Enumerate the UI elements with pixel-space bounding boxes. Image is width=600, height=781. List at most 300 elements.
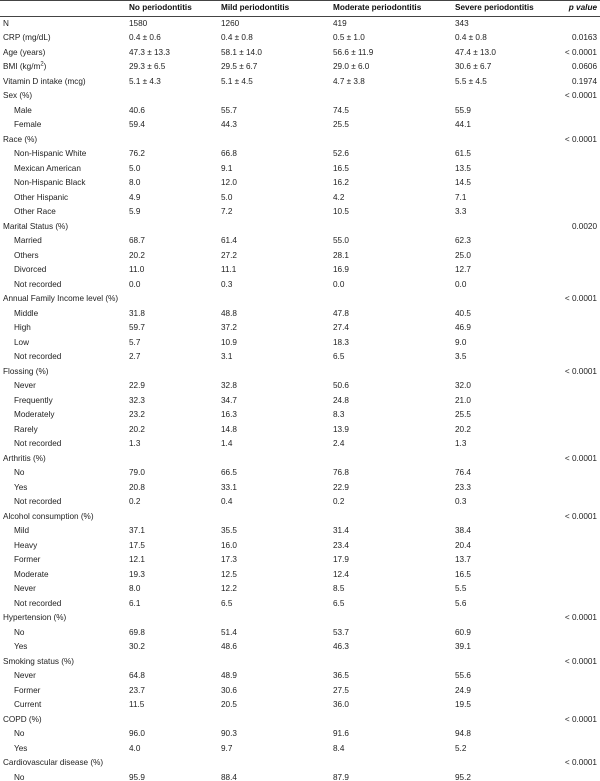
table-row	[0, 394, 600, 409]
cell-value: 44.1	[455, 120, 471, 129]
cell-value: 27.2	[221, 250, 237, 260]
table-row	[0, 771, 600, 781]
row-label	[0, 31, 126, 46]
row-sublabel	[0, 553, 126, 568]
cell-value	[452, 365, 556, 380]
cell-value: 28.1	[333, 250, 349, 260]
row-label-text: Smoking status (%)	[3, 656, 74, 666]
cell-p-value	[556, 727, 600, 742]
row-label	[0, 452, 126, 467]
table-row	[0, 727, 600, 742]
cell-value: 90.3	[221, 729, 237, 738]
cell-value: 0.3	[221, 279, 233, 289]
row-sublabel	[0, 437, 126, 452]
row-label-text: Not recorded	[14, 352, 62, 361]
table-row	[0, 597, 600, 612]
row-sublabel	[0, 481, 126, 496]
cell-value	[218, 510, 330, 525]
cell-value	[126, 292, 218, 307]
row-label	[0, 713, 126, 728]
table-row	[0, 582, 600, 597]
cell-value: 56.6 ± 11.9	[333, 47, 374, 57]
row-label-text: Never	[14, 671, 36, 680]
row-sublabel	[0, 336, 126, 351]
cell-p-value	[556, 118, 600, 133]
cell-value: 5.5 ± 4.5	[455, 76, 487, 86]
cell-value: 79.0	[129, 468, 145, 477]
cell-p-value	[556, 597, 600, 612]
cell-value: 55.0	[333, 236, 349, 245]
table-row	[0, 742, 600, 757]
row-label	[0, 611, 126, 626]
cell-p-value: < 0.0001	[564, 366, 597, 376]
cell-value	[330, 713, 452, 728]
row-label	[0, 756, 126, 771]
table-row	[0, 249, 600, 264]
table-row	[0, 495, 600, 510]
row-label-text: Male	[14, 105, 32, 115]
cell-value: 36.0	[333, 700, 349, 709]
table-row	[0, 365, 600, 380]
row-label-text: Yes	[14, 743, 28, 753]
cell-p-value	[556, 568, 600, 583]
cell-value: 22.9	[129, 381, 145, 390]
cell-value: 64.8	[129, 671, 145, 680]
row-label-text: Never	[14, 584, 36, 593]
cell-value	[218, 89, 330, 104]
cell-value	[330, 292, 452, 307]
cell-value: 1580	[129, 18, 148, 28]
cell-value: 10.5	[333, 207, 349, 216]
cell-value: 16.9	[333, 265, 349, 274]
cell-p-value	[556, 379, 600, 394]
cell-value	[452, 756, 556, 771]
cell-value	[452, 452, 556, 467]
row-label-text: BMI (kg/m	[3, 62, 41, 71]
cell-value: 0.4 ± 0.8	[455, 33, 487, 42]
cell-value: 20.4	[455, 540, 471, 550]
cell-value: 5.2	[455, 743, 467, 753]
cell-p-value	[556, 553, 600, 568]
table-row	[0, 307, 600, 322]
cell-value: 61.4	[221, 236, 237, 245]
cell-p-value	[556, 104, 600, 119]
cell-value: 47.3 ± 13.3	[129, 47, 170, 57]
row-sublabel	[0, 626, 126, 641]
cell-value: 7.1	[455, 192, 467, 202]
header-mild-periodontitis: Mild periodontitis	[218, 1, 330, 17]
cell-value: 12.5	[221, 569, 237, 579]
row-label-text: Flossing (%)	[3, 366, 49, 376]
cell-value: 8.0	[129, 178, 141, 187]
row-sublabel	[0, 321, 126, 336]
cell-value: 3.1	[221, 352, 233, 361]
cell-value: 11.5	[129, 700, 145, 709]
cell-p-value	[556, 626, 600, 641]
cell-p-value: 0.0020	[571, 221, 597, 231]
table-row	[0, 713, 600, 728]
table-row	[0, 89, 600, 104]
cell-value: 19.5	[455, 700, 471, 709]
cell-p-value	[556, 191, 600, 206]
cell-value: 23.3	[455, 482, 471, 492]
table-row	[0, 379, 600, 394]
row-label-text: No	[14, 729, 25, 738]
row-label-text: Annual Family Income level (%)	[3, 294, 119, 303]
cell-value	[330, 611, 452, 626]
cell-value: 343	[455, 18, 469, 28]
cell-value	[126, 756, 218, 771]
cell-value: 55.7	[221, 105, 237, 115]
cell-value: 27.5	[333, 685, 349, 695]
cell-value: 21.0	[455, 395, 471, 405]
cell-value: 17.5	[129, 540, 145, 550]
row-sublabel	[0, 278, 126, 293]
cell-value: 30.6 ± 6.7	[455, 62, 492, 71]
row-label-text: Arthritis (%)	[3, 453, 46, 463]
cell-value	[330, 89, 452, 104]
cell-value: 31.4	[333, 526, 349, 535]
row-label	[0, 510, 126, 525]
table-row	[0, 640, 600, 655]
cell-value	[126, 452, 218, 467]
cell-value: 4.2	[333, 192, 345, 202]
cell-value: 24.8	[333, 395, 349, 405]
table-row	[0, 292, 600, 307]
row-sublabel	[0, 597, 126, 612]
cell-value: 0.4	[221, 497, 233, 506]
cell-p-value: < 0.0001	[564, 47, 597, 57]
row-label-text: N	[3, 18, 9, 28]
cell-value: 66.8	[221, 149, 237, 158]
cell-p-value	[556, 684, 600, 699]
cell-value: 16.5	[333, 163, 349, 173]
table-row	[0, 75, 600, 90]
row-sublabel	[0, 263, 126, 278]
row-sublabel	[0, 176, 126, 191]
cell-value: 48.6	[221, 642, 237, 651]
cell-p-value: < 0.0001	[564, 714, 597, 724]
cell-p-value	[556, 147, 600, 162]
cell-value: 12.0	[221, 178, 237, 187]
table-row	[0, 756, 600, 771]
row-sublabel	[0, 234, 126, 249]
table-row	[0, 684, 600, 699]
table-row	[0, 466, 600, 481]
cell-value: 23.2	[129, 410, 145, 419]
cell-value: 17.3	[221, 555, 237, 564]
row-label-text: Other Hispanic	[14, 192, 69, 202]
table-body	[0, 16, 600, 781]
cell-value: 14.8	[221, 424, 237, 434]
row-label	[0, 46, 126, 61]
cell-value	[452, 89, 556, 104]
cell-value: 20.2	[129, 424, 145, 434]
row-sublabel	[0, 118, 126, 133]
cell-p-value	[556, 278, 600, 293]
cell-value: 22.9	[333, 482, 349, 492]
cell-value: 4.7 ± 3.8	[333, 76, 365, 86]
row-sublabel	[0, 684, 126, 699]
row-label-text: Cardiovascular disease (%)	[3, 758, 104, 767]
cell-value: 20.8	[129, 482, 145, 492]
row-label-text: Vitamin D intake (mcg)	[3, 76, 86, 86]
cell-value	[330, 452, 452, 467]
row-sublabel	[0, 350, 126, 365]
table-row	[0, 524, 600, 539]
cell-value: 2.7	[129, 352, 141, 361]
cell-value	[330, 655, 452, 670]
row-sublabel	[0, 568, 126, 583]
row-label-text: Former	[14, 555, 41, 564]
cell-value: 47.4 ± 13.0	[455, 47, 496, 57]
table-row	[0, 611, 600, 626]
cell-p-value	[556, 582, 600, 597]
row-label-text: Female	[14, 120, 42, 129]
cell-value: 16.5	[455, 569, 471, 579]
cell-p-value: < 0.0001	[564, 511, 597, 521]
cell-value: 9.1	[221, 163, 233, 173]
cell-p-value	[556, 249, 600, 264]
cell-value	[218, 756, 330, 771]
cell-value	[126, 220, 218, 235]
row-label-text: High	[14, 323, 31, 332]
header-moderate-periodontitis: Moderate periodontitis	[330, 1, 452, 17]
cell-value	[330, 220, 452, 235]
cell-value: 35.5	[221, 526, 237, 535]
table-row	[0, 669, 600, 684]
row-label-text: Middle	[14, 308, 39, 318]
row-sublabel	[0, 104, 126, 119]
table-row	[0, 31, 600, 46]
cell-p-value: < 0.0001	[564, 613, 597, 622]
row-sublabel	[0, 147, 126, 162]
cell-value	[452, 655, 556, 670]
cell-value: 32.0	[455, 381, 471, 390]
row-label-text: Current	[14, 700, 42, 709]
cell-value: 4.9	[129, 192, 141, 202]
table-row	[0, 234, 600, 249]
cell-value	[126, 89, 218, 104]
cell-p-value	[556, 16, 600, 31]
cell-value: 0.2	[333, 497, 345, 506]
cell-p-value	[556, 466, 600, 481]
cell-value: 5.5	[455, 584, 467, 593]
cell-value: 6.1	[129, 598, 141, 608]
row-sublabel	[0, 205, 126, 220]
cell-value: 14.5	[455, 178, 471, 187]
table-row	[0, 423, 600, 438]
table-row	[0, 220, 600, 235]
cell-p-value	[556, 669, 600, 684]
cell-value: 25.0	[455, 250, 471, 260]
row-label-text: Moderately	[14, 410, 55, 419]
row-label-text: Low	[14, 337, 30, 347]
header-no-periodontitis: No periodontitis	[126, 1, 218, 17]
cell-value: 38.4	[455, 526, 471, 535]
table-row	[0, 553, 600, 568]
row-sublabel	[0, 191, 126, 206]
table-row	[0, 46, 600, 61]
table-row	[0, 336, 600, 351]
cell-value	[452, 133, 556, 148]
row-label	[0, 16, 126, 31]
row-label-text: Marital Status (%)	[3, 221, 69, 231]
cell-value: 0.4 ± 0.8	[221, 33, 253, 42]
cell-value: 0.0	[129, 279, 141, 289]
cell-value: 5.9	[129, 207, 141, 216]
row-label-text: Non-Hispanic White	[14, 149, 87, 158]
cell-value: 5.1 ± 4.3	[129, 76, 161, 86]
cell-value	[452, 510, 556, 525]
cell-value: 8.5	[333, 584, 345, 593]
row-label-text: Others	[14, 250, 39, 260]
cell-value: 5.7	[129, 337, 141, 347]
row-label-text: Sex (%)	[3, 91, 33, 100]
row-label-text: Not recorded	[14, 598, 62, 608]
row-label	[0, 75, 126, 90]
table-row	[0, 698, 600, 713]
cell-value: 31.8	[129, 308, 145, 318]
cell-value	[218, 655, 330, 670]
cell-value: 8.3	[333, 410, 345, 419]
row-label-text: Frequently	[14, 395, 53, 405]
row-label-text: No	[14, 772, 25, 781]
table-row	[0, 278, 600, 293]
cell-value: 69.8	[129, 627, 145, 637]
cell-value: 59.4	[129, 120, 145, 129]
row-sublabel	[0, 394, 126, 409]
cell-value	[126, 133, 218, 148]
row-label-text: Age (years)	[3, 47, 46, 57]
cell-p-value: < 0.0001	[564, 91, 597, 100]
cell-value: 0.3	[455, 497, 467, 506]
cell-value: 6.5	[221, 598, 233, 608]
row-label-text: Heavy	[14, 540, 38, 550]
cell-value: 40.6	[129, 105, 145, 115]
row-label-text: Mexican American	[14, 163, 81, 173]
cell-value: 52.6	[333, 149, 349, 158]
cell-p-value	[556, 394, 600, 409]
cell-p-value: < 0.0001	[564, 294, 597, 303]
cell-value: 13.9	[333, 424, 349, 434]
cell-value	[452, 220, 556, 235]
table-row	[0, 176, 600, 191]
cell-value	[330, 756, 452, 771]
row-label-text: CRP (mg/dL)	[3, 33, 51, 42]
cell-value: 4.0	[129, 743, 141, 753]
table-row	[0, 350, 600, 365]
cell-p-value	[556, 495, 600, 510]
row-label-text: Rarely	[14, 424, 38, 434]
cell-value: 0.5 ± 1.0	[333, 33, 365, 42]
cell-value: 60.9	[455, 627, 471, 637]
row-sublabel	[0, 539, 126, 554]
cell-value: 17.9	[333, 555, 349, 564]
cell-value: 0.0	[455, 279, 467, 289]
cell-p-value: 0.0606	[571, 62, 597, 71]
header-severe-periodontitis: Severe periodontitis	[452, 1, 556, 17]
cell-p-value: < 0.0001	[564, 758, 597, 767]
cell-value: 94.8	[455, 729, 471, 738]
cell-value: 76.2	[129, 149, 145, 158]
row-label-text: Former	[14, 685, 41, 695]
cell-value: 29.0 ± 6.0	[333, 62, 370, 71]
cell-value: 23.4	[333, 540, 349, 550]
cell-value: 74.5	[333, 105, 349, 115]
row-label	[0, 89, 126, 104]
cell-value: 62.3	[455, 236, 471, 245]
row-label-text: Never	[14, 381, 36, 390]
row-label-text: Married	[14, 236, 42, 245]
cell-value	[218, 611, 330, 626]
row-label-text: Non-Hispanic Black	[14, 178, 86, 187]
cell-p-value: < 0.0001	[564, 453, 597, 463]
table-row	[0, 626, 600, 641]
cell-value	[126, 365, 218, 380]
cell-value	[330, 510, 452, 525]
cell-value: 16.2	[333, 178, 349, 187]
table-row	[0, 118, 600, 133]
cell-value	[218, 292, 330, 307]
row-label-text: Yes	[14, 482, 28, 492]
cell-value: 61.5	[455, 149, 471, 158]
cell-value: 8.0	[129, 584, 141, 593]
cell-p-value	[556, 350, 600, 365]
row-label	[0, 292, 126, 307]
header-p-value: p value	[556, 1, 600, 17]
cell-value	[126, 655, 218, 670]
cell-value: 66.5	[221, 468, 237, 477]
table-row	[0, 321, 600, 336]
table-header-row	[0, 1, 600, 17]
cell-p-value	[556, 698, 600, 713]
cell-value: 23.7	[129, 685, 145, 695]
cell-value: 9.7	[221, 743, 233, 753]
table-row	[0, 147, 600, 162]
cell-value: 40.5	[455, 308, 471, 318]
cell-value: 5.0	[129, 163, 141, 173]
cell-p-value	[556, 524, 600, 539]
table-row	[0, 655, 600, 670]
cell-p-value	[556, 742, 600, 757]
cell-value	[452, 713, 556, 728]
table-row	[0, 437, 600, 452]
cell-value: 5.1 ± 4.5	[221, 76, 253, 86]
table-row	[0, 539, 600, 554]
cell-value: 18.3	[333, 337, 349, 347]
cell-p-value	[556, 423, 600, 438]
cell-value: 32.8	[221, 381, 237, 390]
cell-value: 95.2	[455, 772, 471, 781]
row-label-text: Yes	[14, 642, 28, 651]
cell-value: 25.5	[333, 120, 349, 129]
cell-p-value	[556, 176, 600, 191]
cell-value: 12.7	[455, 265, 471, 274]
row-label-text: No	[14, 468, 25, 477]
table-row	[0, 510, 600, 525]
cell-value: 0.2	[129, 497, 141, 506]
cell-value: 44.3	[221, 120, 237, 129]
cell-value: 6.5	[333, 598, 345, 608]
row-sublabel	[0, 249, 126, 264]
table-row	[0, 162, 600, 177]
cell-value: 30.6	[221, 685, 237, 695]
row-sublabel	[0, 640, 126, 655]
cell-value: 87.9	[333, 772, 349, 781]
cell-value: 5.0	[221, 192, 233, 202]
row-label-text: Not recorded	[14, 497, 62, 506]
